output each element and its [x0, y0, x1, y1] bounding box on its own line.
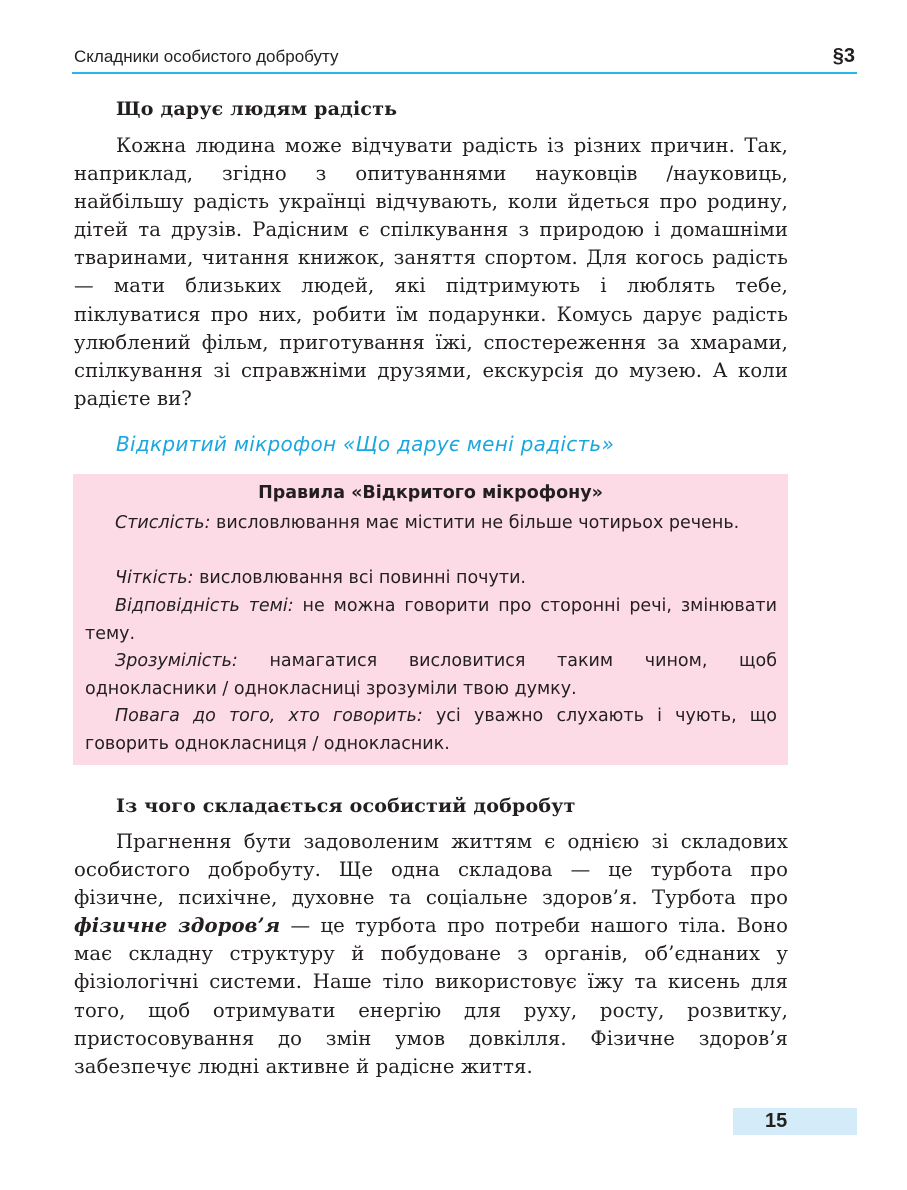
rule-text: висловлювання всі повинні почути. [193, 568, 526, 588]
rule-item [85, 703, 777, 758]
rule-term: Зрозумілість: [115, 651, 238, 671]
rule-item [85, 593, 777, 648]
paragraph-wellbeing [74, 828, 788, 1081]
rule-item [85, 565, 777, 593]
rules-box [73, 474, 788, 765]
open-mic-title: Відкритий мікрофон «Що дарує мені радість» [116, 432, 615, 456]
running-title: Складники особистого добробуту [74, 47, 339, 66]
section-heading-joy: Що дарує людям радість [116, 98, 398, 120]
page-header [72, 44, 857, 74]
section-number: §3 [832, 45, 855, 67]
rule-term: Чіткість: [115, 568, 194, 588]
rule-item [85, 510, 777, 538]
rule-term: Відповідність темі: [115, 596, 294, 616]
rule-text: не можна говорити про сторонні речі, змінювати тему. [85, 596, 777, 644]
rule-term: Стислість: [115, 513, 211, 533]
rule-text: усі уважно слухають і чують, що говорить однокласниця / однокласник. [85, 706, 777, 754]
page-number-box [733, 1108, 857, 1135]
emphasis-term: фізичне здоров’я [74, 914, 281, 938]
text-after-emphasis: — це турбота про потреби нашого тіла. Воно має складну структуру й побудоване з органів, об’єднаних у фізіологічні системи. Наше тіло використовує їжу та кисень для того, щоб отримувати енергію для руху, росту, розвитку, пристосовування до змін умов довкілля. Фізичне здоров’я забезпечує людні активне й радісне життя. [74, 914, 789, 1078]
paragraph-joy: Кожна людина може відчувати радість із різних причин. Так, наприклад, згідно з опитуваннями науковців /науковиць, найбільшу радість українці відчувають, коли йдеться про родину, дітей та друзів. Радісним є спілкування з природою і домашніми тваринами, читання книжок, заняття спортом. Для когось радість — мати близьких людей, які підтримують і люблять тебе, піклуватися про них, робити їм подарунки. Комусь дарує радість улюблений фільм, приготування їжі, спостереження за хмарами, спілкування зі справжніми друзями, екскурсія до музею. А коли радієте ви? [74, 134, 788, 410]
rule-text: висловлювання має містити не більше чотирьох речень. [210, 513, 740, 533]
rule-item [85, 648, 777, 703]
rule-term: Повага до того, хто говорить: [115, 706, 423, 726]
rule-text: намагатися висловитися таким чином, щоб однокласники / однокласниці зрозуміли твою думку. [85, 651, 777, 699]
text-before-emphasis: Прагнення бути задоволеним життям є однією зі складових особистого добробуту. Ще одна складова — це турбота про фізичне, психічне, духовне та соціальне здоров’я. Турбота про [74, 830, 788, 910]
rules-box-title: Правила «Відкритого мікрофону» [258, 483, 603, 503]
section-heading-wellbeing: Із чого складається особистий добробут [116, 795, 576, 817]
page-number: 15 [765, 1110, 788, 1132]
